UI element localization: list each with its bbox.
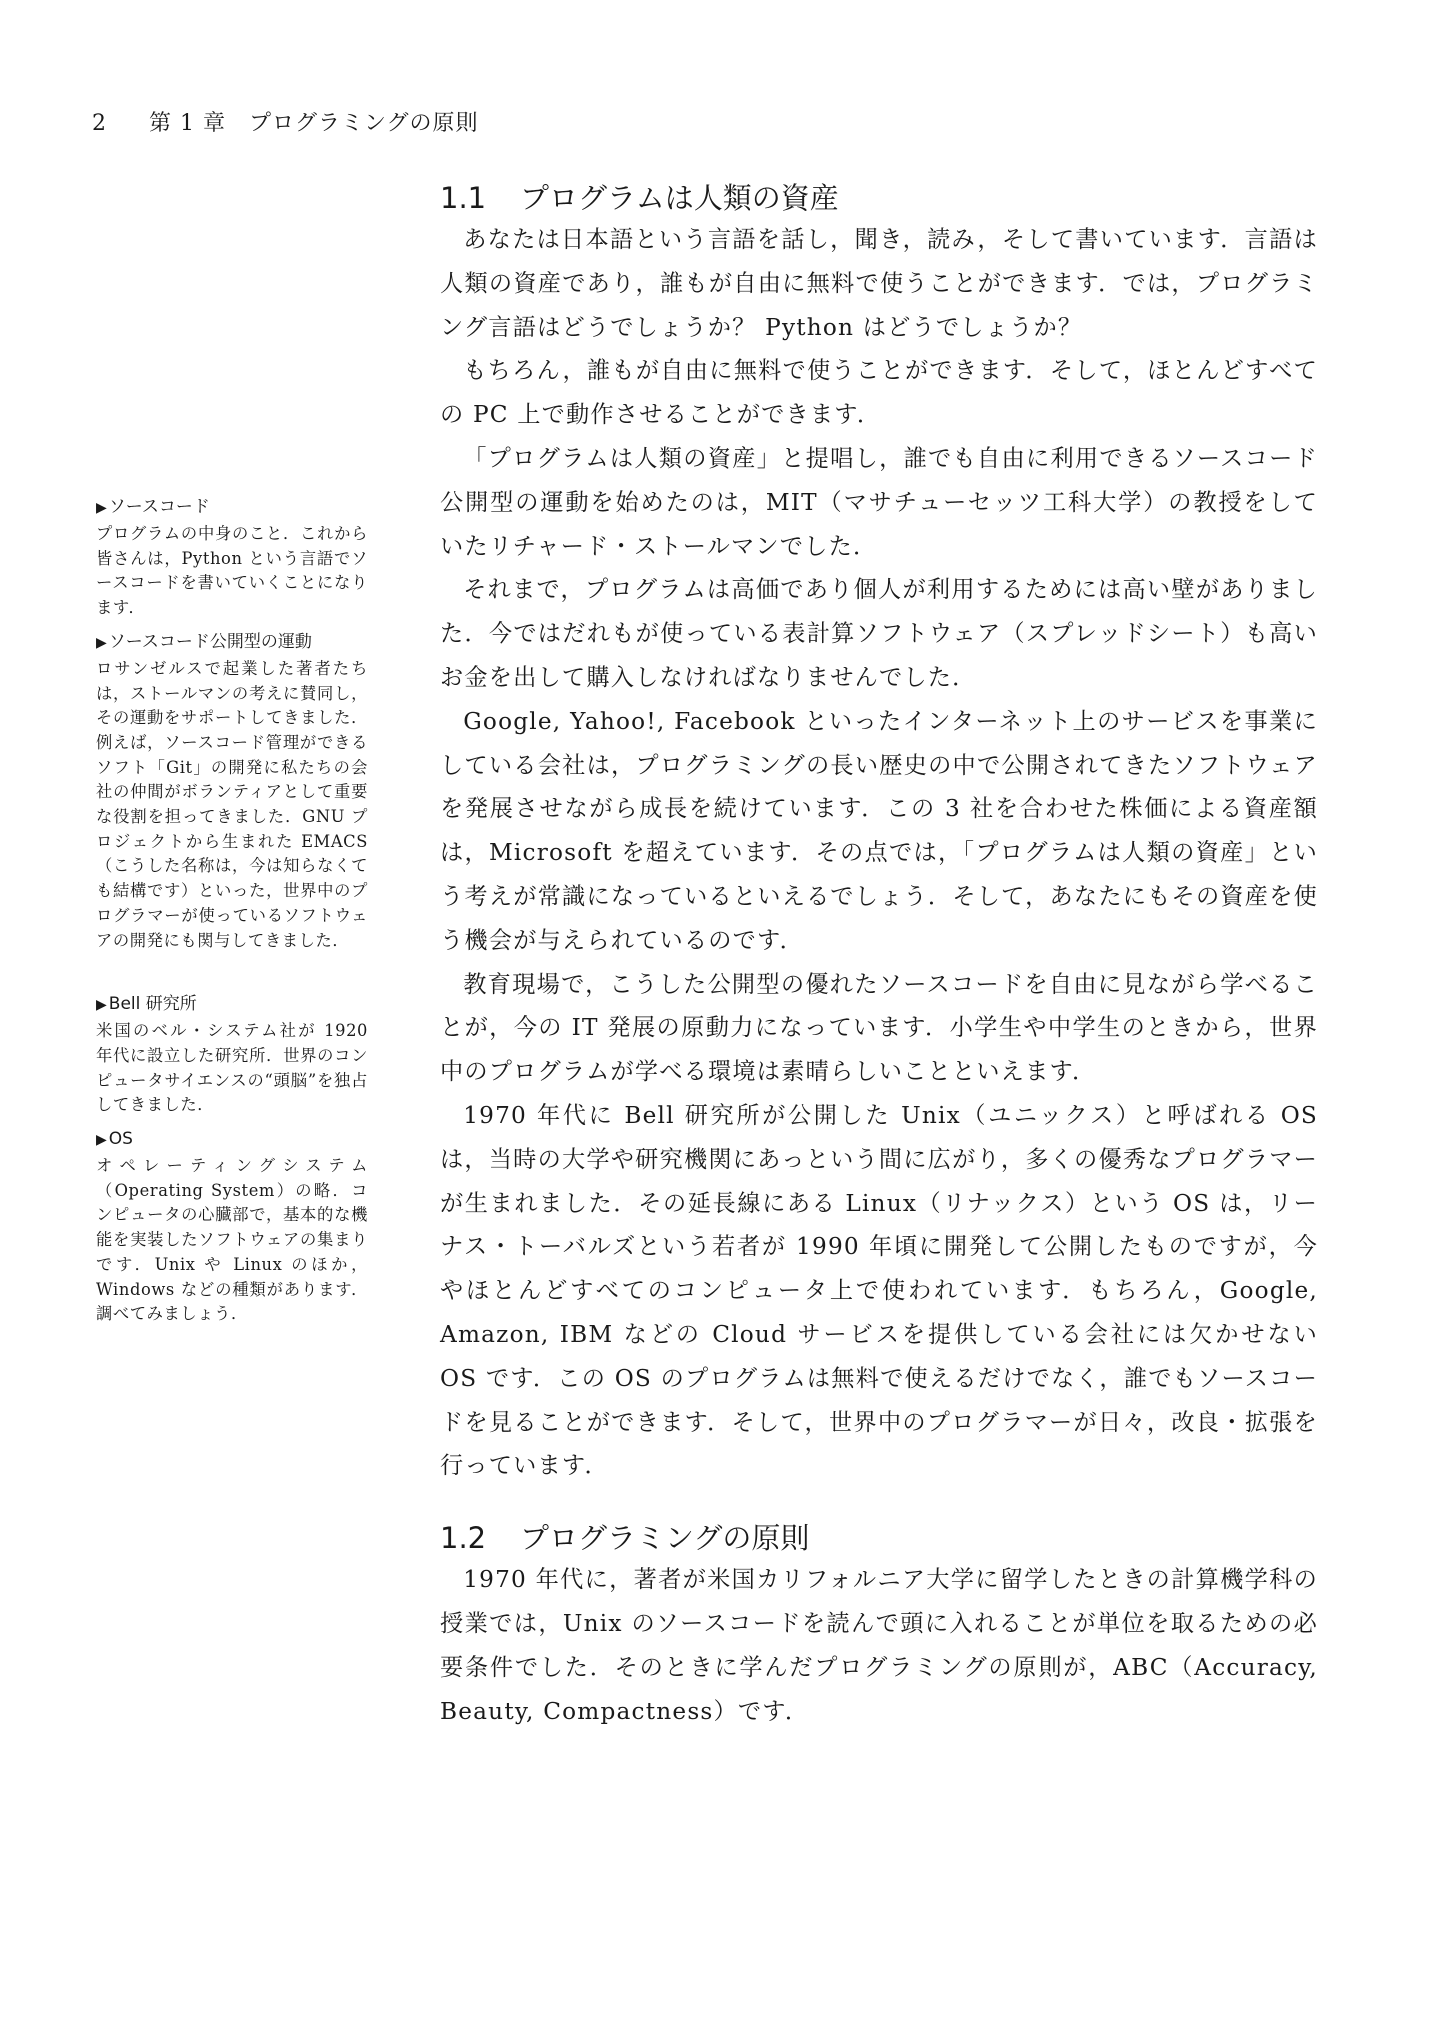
paragraph: それまで，プログラムは高価であり個人が利用するためには高い壁がありました．今ではだれもが使っている表計算ソフトウェア（スプレッドシート）も高いお金を出して購入しなければなりませんでした． bbox=[440, 576, 1318, 691]
section-title: プログラミングの原則 bbox=[520, 1521, 810, 1556]
margin-note-body: ロサンゼルスで起業した著者たちは，ストールマンの考えに賛同し，その運動をサポートしてきました．例えば，ソースコード管理ができるソフト「Git」の開発に私たちの会社の仲間がボランティアとして重要な役割を担ってきました．GNU プロジェクトから生まれた EMACS（こうした名称は，今は知らなくても結構です）といった，世界中のプログラマーが使っているソフトウェアの開発にも関与してきました． bbox=[96, 658, 368, 950]
section-number: 1.2 bbox=[440, 1521, 487, 1556]
paragraph: あなたは日本語という言語を話し，聞き，読み，そして書いています．言語は人類の資産であり，誰もが自由に無料で使うことができます．では，プログラミング言語はどうでしょうか？ Python はどうでしょうか？ bbox=[440, 226, 1318, 341]
chapter-title: 第 1 章 プログラミングの原則 bbox=[149, 111, 479, 136]
margin-notes bbox=[96, 494, 368, 1327]
paragraph: もちろん，誰もが自由に無料で使うことができます．そして，ほとんどすべての PC 上で動作させることができます． bbox=[440, 357, 1318, 429]
margin-note-body: 米国のベル・システム社が 1920 年代に設立した研究所．世界のコンピュータサイエンスの“頭脳”を独占してきました． bbox=[96, 1021, 368, 1115]
section-1-2 bbox=[440, 1518, 1318, 1733]
triangle-marker-icon: ▶ bbox=[96, 1132, 107, 1149]
triangle-marker-icon: ▶ bbox=[96, 997, 107, 1014]
section-heading bbox=[440, 178, 1318, 218]
margin-note-title: ▶ ソースコード公開型の運動 bbox=[96, 631, 312, 652]
section-1-1 bbox=[440, 178, 1318, 1488]
margin-note bbox=[96, 991, 368, 1118]
margin-note-body: オペレーティングシステム（Operating System）の略．コンピュータの心臓部で，基本的な機能を実装したソフトウェアの集まりです．Unix や Linux のほか，Windows などの種類があります．調べてみましょう． bbox=[96, 1156, 368, 1324]
margin-note-title: ▶ Bell 研究所 bbox=[96, 994, 197, 1015]
page-number: 2 bbox=[92, 111, 107, 136]
margin-note-title: ▶ OS bbox=[96, 1129, 133, 1150]
margin-note bbox=[96, 1126, 368, 1327]
paragraph: 「プログラムは人類の資産」と提唱し，誰でも自由に利用できるソースコード公開型の運動を始めたのは，MIT（マサチューセッツ工科大学）の教授をしていたリチャード・ストールマンでした． bbox=[440, 444, 1318, 560]
paragraph: 1970 年代に，著者が米国カリフォルニア大学に留学したときの計算機学科の授業では，Unix のソースコードを読んで頭に入れることが単位を取るための必要条件でした．そのときに学んだプログラミングの原則が，ABC（Accuracy, Beauty, Compactness）です． bbox=[440, 1566, 1318, 1725]
section-heading bbox=[440, 1518, 1318, 1558]
running-head bbox=[92, 106, 479, 137]
paragraph: 教育現場で，こうした公開型の優れたソースコードを自由に見ながら学べることが，今の IT 発展の原動力になっています．小学生や中学生のときから，世界中のプログラムが学べる環境は素晴らしいことといえます． bbox=[440, 970, 1318, 1086]
section-number: 1.1 bbox=[440, 181, 487, 215]
triangle-marker-icon: ▶ bbox=[96, 500, 107, 516]
triangle-marker-icon: ▶ bbox=[96, 634, 107, 651]
main-text bbox=[440, 178, 1318, 1733]
section-title: プログラムは人類の資産 bbox=[520, 181, 839, 215]
margin-note-body: プログラムの中身のこと．これから皆さんは，Python という言語でソースコードを書いていくことになります． bbox=[96, 524, 368, 618]
margin-note-title: ▶ ソースコード bbox=[96, 497, 210, 517]
paragraph: Google, Yahoo!, Facebook といったインターネット上のサービスを事業にしている会社は，プログラミングの長い歴史の中で公開されてきたソフトウェアを発展させながら成長を続けています．この 3 社を合わせた株価による資産額は，Microsoft を超えています．その点では，「プログラムは人類の資産」という考えが常識になっているといえるでしょう．そして，あなたにもその資産を使う機会が与えられているのです． bbox=[440, 707, 1318, 954]
paragraph: 1970 年代に Bell 研究所が公開した Unix（ユニックス）と呼ばれる OS は，当時の大学や研究機関にあっという間に広がり，多くの優秀なプログラマーが生まれました．その延長線にある Linux（リナックス）という OS は，リーナス・トーバルズという若者が 1990 年頃に開発して公開したものですが，今やほとんどすべてのコンピュータ上で使われています．もちろん，Google, Amazon, IBM などの Cloud サービスを提供している会社には欠かせない OS です．この OS のプログラムは無料で使えるだけでなく，誰でもソースコードを見ることができます．そして，世界中のプログラマーが日々，改良・拡張を行っています． bbox=[440, 1101, 1318, 1480]
margin-note bbox=[96, 629, 368, 953]
margin-note bbox=[96, 494, 368, 621]
